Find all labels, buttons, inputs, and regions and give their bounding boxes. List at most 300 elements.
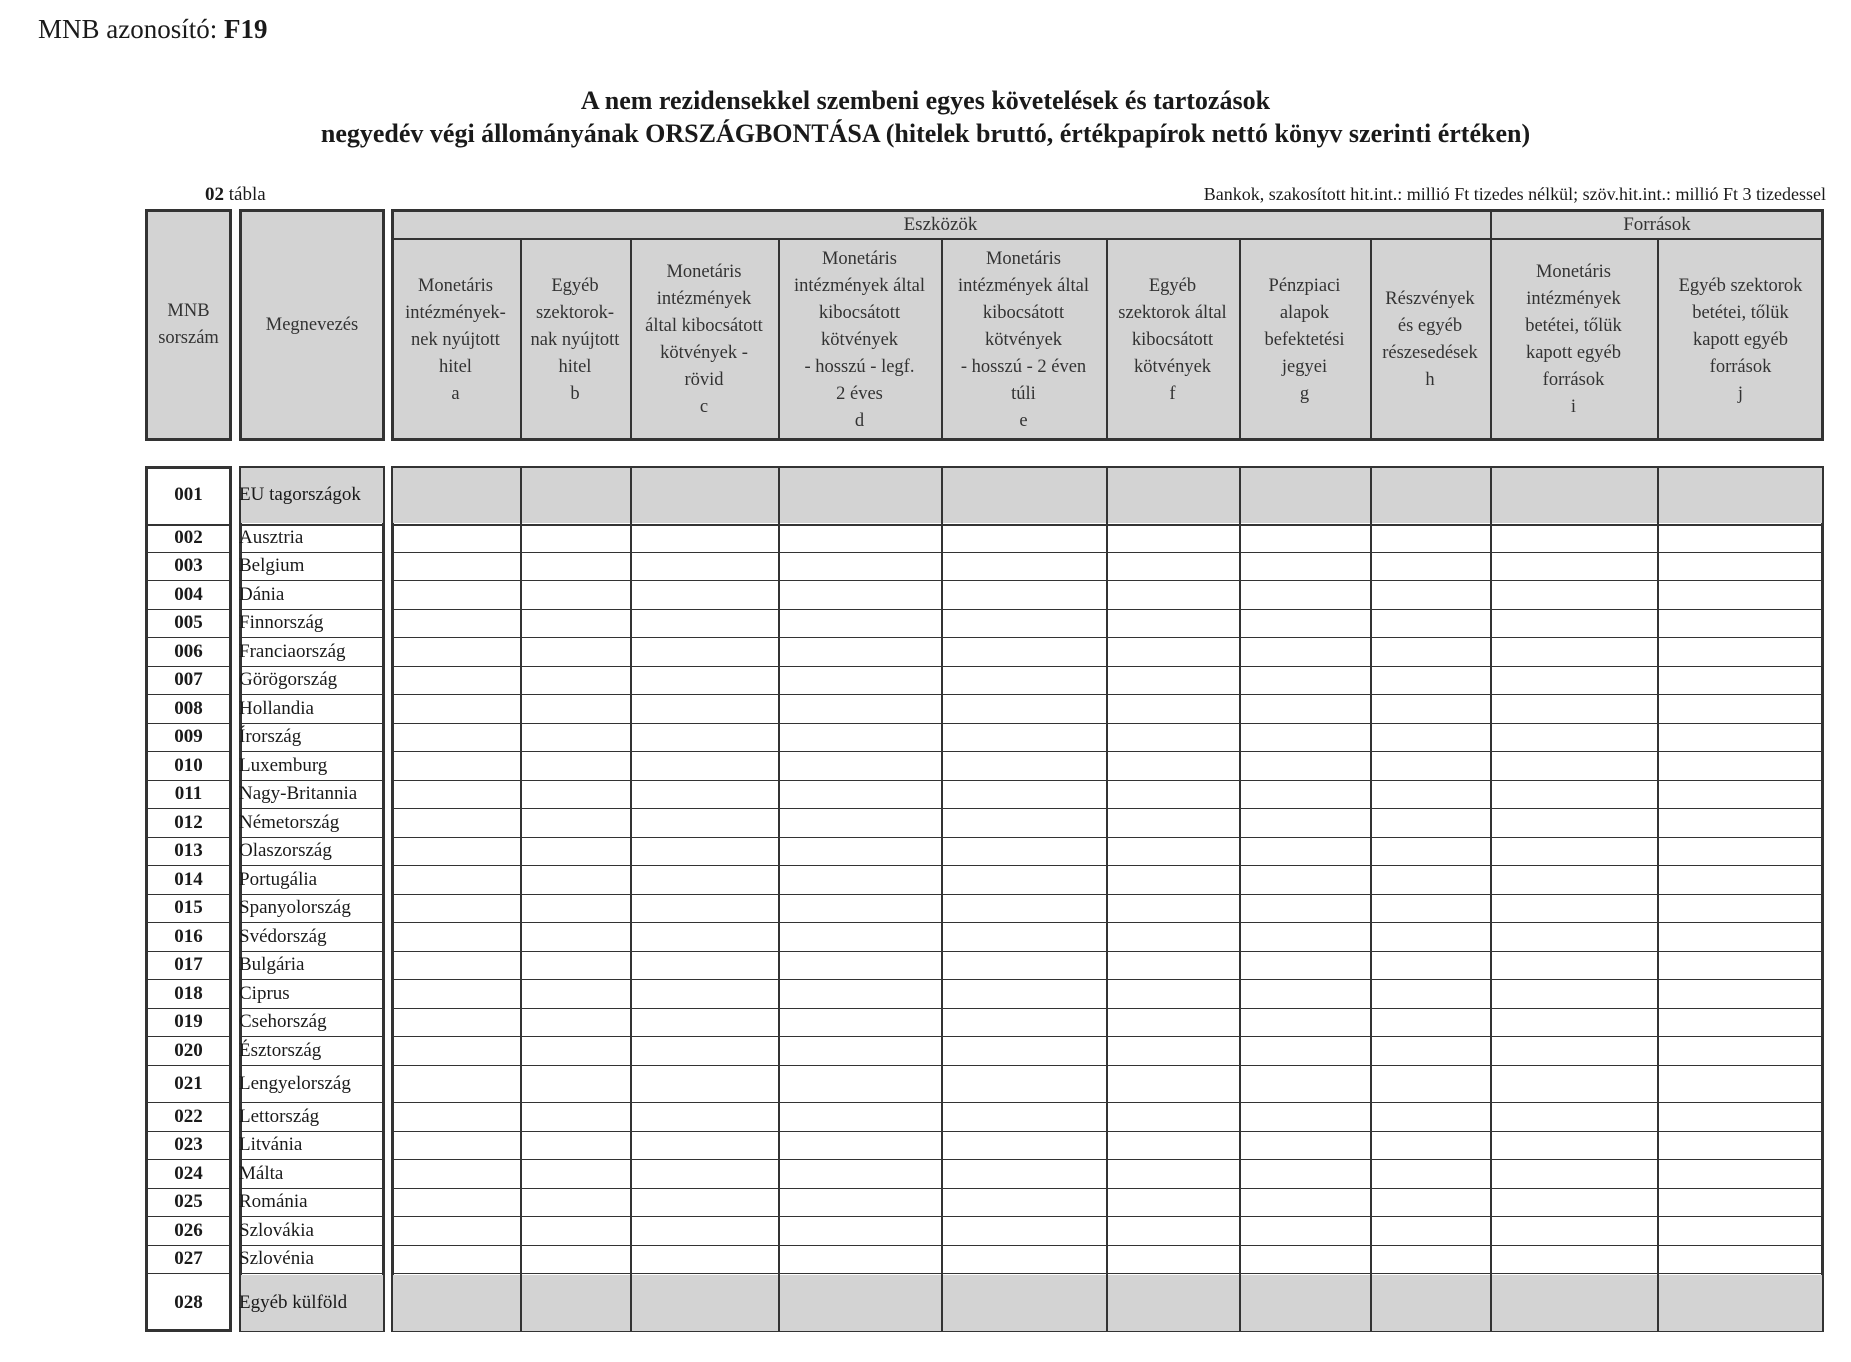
data-cell-e[interactable] bbox=[943, 839, 1104, 863]
data-cell-h[interactable] bbox=[1372, 1104, 1488, 1129]
data-cell-j[interactable] bbox=[1659, 1247, 1822, 1271]
data-cell-b[interactable] bbox=[522, 696, 628, 721]
data-cell-b[interactable] bbox=[522, 611, 628, 635]
data-cell-g[interactable] bbox=[1241, 953, 1368, 977]
data-cell-b[interactable] bbox=[522, 1010, 628, 1034]
data-cell-g[interactable] bbox=[1241, 696, 1368, 721]
data-cell-a[interactable] bbox=[393, 526, 518, 550]
data-cell-i[interactable] bbox=[1492, 526, 1655, 550]
data-cell-f[interactable] bbox=[1108, 1190, 1237, 1214]
data-cell-h[interactable] bbox=[1372, 554, 1488, 578]
data-cell-f[interactable] bbox=[1108, 1247, 1237, 1271]
data-cell-c[interactable] bbox=[632, 668, 776, 692]
data-cell-j[interactable] bbox=[1659, 668, 1822, 692]
data-cell-c[interactable] bbox=[632, 611, 776, 635]
data-cell-c[interactable] bbox=[632, 981, 776, 1006]
data-cell-d[interactable] bbox=[780, 725, 939, 749]
row-name: Portugália bbox=[239, 869, 318, 890]
row-number: 003 bbox=[174, 555, 203, 576]
data-cell-d[interactable] bbox=[780, 526, 939, 550]
data-cell-d[interactable] bbox=[780, 468, 939, 522]
data-cell-j[interactable] bbox=[1659, 1190, 1822, 1214]
data-cell-d[interactable] bbox=[780, 1133, 939, 1157]
data-cell-i[interactable] bbox=[1492, 639, 1655, 664]
data-cell-c[interactable] bbox=[632, 924, 776, 949]
data-cell-h[interactable] bbox=[1372, 839, 1488, 863]
data-cell-j[interactable] bbox=[1659, 1104, 1822, 1129]
data-cell-a[interactable] bbox=[393, 611, 518, 635]
data-cell-c[interactable] bbox=[632, 725, 776, 749]
data-cell-e[interactable] bbox=[943, 1218, 1104, 1243]
data-cell-e[interactable] bbox=[943, 696, 1104, 721]
data-cell-e[interactable] bbox=[943, 468, 1104, 522]
data-cell-g[interactable] bbox=[1241, 981, 1368, 1006]
column-header-line: források bbox=[1709, 356, 1772, 377]
data-cell-c[interactable] bbox=[632, 1038, 776, 1063]
data-cell-b[interactable] bbox=[522, 1190, 628, 1214]
data-cell-f[interactable] bbox=[1108, 839, 1237, 863]
data-cell-j[interactable] bbox=[1659, 639, 1822, 664]
data-cell-f[interactable] bbox=[1108, 1275, 1237, 1330]
data-cell-b[interactable] bbox=[522, 639, 628, 664]
data-cell-h[interactable] bbox=[1372, 468, 1488, 522]
data-cell-h[interactable] bbox=[1372, 1067, 1488, 1100]
data-cell-f[interactable] bbox=[1108, 896, 1237, 920]
data-cell-i[interactable] bbox=[1492, 696, 1655, 721]
row-number: 019 bbox=[174, 1011, 203, 1032]
data-cell-a[interactable] bbox=[393, 668, 518, 692]
data-cell-g[interactable] bbox=[1241, 611, 1368, 635]
data-cell-a[interactable] bbox=[393, 1218, 518, 1243]
data-cell-h[interactable] bbox=[1372, 867, 1488, 892]
data-cell-h[interactable] bbox=[1372, 725, 1488, 749]
data-cell-f[interactable] bbox=[1108, 611, 1237, 635]
data-cell-a[interactable] bbox=[393, 1010, 518, 1034]
data-cell-d[interactable] bbox=[780, 867, 939, 892]
data-cell-j[interactable] bbox=[1659, 1161, 1822, 1186]
data-cell-b[interactable] bbox=[522, 1133, 628, 1157]
data-cell-e[interactable] bbox=[943, 668, 1104, 692]
column-header-a bbox=[391, 240, 520, 440]
data-cell-g[interactable] bbox=[1241, 1133, 1368, 1157]
data-cell-g[interactable] bbox=[1241, 668, 1368, 692]
data-cell-g[interactable] bbox=[1241, 867, 1368, 892]
data-cell-d[interactable] bbox=[780, 1190, 939, 1214]
data-cell-d[interactable] bbox=[780, 753, 939, 778]
data-cell-i[interactable] bbox=[1492, 611, 1655, 635]
data-cell-b[interactable] bbox=[522, 1038, 628, 1063]
data-cell-a[interactable] bbox=[393, 725, 518, 749]
data-cell-c[interactable] bbox=[632, 867, 776, 892]
data-cell-d[interactable] bbox=[780, 924, 939, 949]
column-header-divider bbox=[1657, 238, 1659, 441]
data-cell-h[interactable] bbox=[1372, 953, 1488, 977]
data-cell-d[interactable] bbox=[780, 582, 939, 607]
data-cell-c[interactable] bbox=[632, 554, 776, 578]
column-header-line: kibocsátott bbox=[818, 302, 901, 323]
data-cell-a[interactable] bbox=[393, 1275, 518, 1330]
data-cell-a[interactable] bbox=[393, 1104, 518, 1129]
data-cell-b[interactable] bbox=[522, 1161, 628, 1186]
data-cell-e[interactable] bbox=[943, 639, 1104, 664]
data-cell-f[interactable] bbox=[1108, 1067, 1237, 1100]
data-cell-e[interactable] bbox=[943, 1161, 1104, 1186]
data-cell-d[interactable] bbox=[780, 668, 939, 692]
data-cell-c[interactable] bbox=[632, 1247, 776, 1271]
data-cell-e[interactable] bbox=[943, 1104, 1104, 1129]
column-header-line: Egyéb szektorok bbox=[1678, 275, 1803, 296]
data-cell-e[interactable] bbox=[943, 526, 1104, 550]
data-cell-b[interactable] bbox=[522, 582, 628, 607]
data-cell-c[interactable] bbox=[632, 639, 776, 664]
data-cell-h[interactable] bbox=[1372, 1275, 1488, 1330]
data-cell-g[interactable] bbox=[1241, 1010, 1368, 1034]
row-name: Lettország bbox=[239, 1106, 320, 1127]
data-cell-d[interactable] bbox=[780, 810, 939, 835]
data-cell-j[interactable] bbox=[1659, 810, 1822, 835]
data-cell-c[interactable] bbox=[632, 782, 776, 806]
data-cell-a[interactable] bbox=[393, 753, 518, 778]
data-cell-e[interactable] bbox=[943, 953, 1104, 977]
data-cell-f[interactable] bbox=[1108, 725, 1237, 749]
data-cell-g[interactable] bbox=[1241, 1104, 1368, 1129]
data-cell-h[interactable] bbox=[1372, 1010, 1488, 1034]
data-cell-f[interactable] bbox=[1108, 810, 1237, 835]
data-cell-a[interactable] bbox=[393, 782, 518, 806]
data-cell-h[interactable] bbox=[1372, 1133, 1488, 1157]
data-cell-e[interactable] bbox=[943, 1038, 1104, 1063]
data-cell-d[interactable] bbox=[780, 1275, 939, 1330]
data-cell-f[interactable] bbox=[1108, 1038, 1237, 1063]
data-cell-f[interactable] bbox=[1108, 1133, 1237, 1157]
data-cell-f[interactable] bbox=[1108, 526, 1237, 550]
data-cell-e[interactable] bbox=[943, 810, 1104, 835]
data-cell-a[interactable] bbox=[393, 1133, 518, 1157]
data-cell-c[interactable] bbox=[632, 1104, 776, 1129]
data-cell-g[interactable] bbox=[1241, 810, 1368, 835]
data-cell-a[interactable] bbox=[393, 1247, 518, 1271]
data-cell-a[interactable] bbox=[393, 1038, 518, 1063]
data-cell-j[interactable] bbox=[1659, 554, 1822, 578]
data-cell-h[interactable] bbox=[1372, 611, 1488, 635]
data-cell-a[interactable] bbox=[393, 639, 518, 664]
data-cell-e[interactable] bbox=[943, 981, 1104, 1006]
row-name: Svédország bbox=[239, 926, 327, 947]
data-cell-b[interactable] bbox=[522, 782, 628, 806]
data-cell-j[interactable] bbox=[1659, 611, 1822, 635]
data-cell-i[interactable] bbox=[1492, 1038, 1655, 1063]
data-cell-j[interactable] bbox=[1659, 1218, 1822, 1243]
data-cell-b[interactable] bbox=[522, 924, 628, 949]
data-cell-g[interactable] bbox=[1241, 1247, 1368, 1271]
data-cell-i[interactable] bbox=[1492, 782, 1655, 806]
data-cell-f[interactable] bbox=[1108, 554, 1237, 578]
data-cell-d[interactable] bbox=[780, 839, 939, 863]
data-cell-e[interactable] bbox=[943, 1133, 1104, 1157]
data-cell-f[interactable] bbox=[1108, 981, 1237, 1006]
data-cell-f[interactable] bbox=[1108, 639, 1237, 664]
data-cell-c[interactable] bbox=[632, 696, 776, 721]
data-cell-a[interactable] bbox=[393, 1190, 518, 1214]
data-cell-c[interactable] bbox=[632, 1218, 776, 1243]
data-cell-j[interactable] bbox=[1659, 867, 1822, 892]
data-cell-h[interactable] bbox=[1372, 1218, 1488, 1243]
data-cell-d[interactable] bbox=[780, 1247, 939, 1271]
column-header-divider bbox=[1106, 238, 1108, 441]
data-cell-a[interactable] bbox=[393, 554, 518, 578]
data-cell-e[interactable] bbox=[943, 725, 1104, 749]
data-cell-j[interactable] bbox=[1659, 1010, 1822, 1034]
data-cell-a[interactable] bbox=[393, 924, 518, 949]
data-cell-i[interactable] bbox=[1492, 1161, 1655, 1186]
data-cell-f[interactable] bbox=[1108, 953, 1237, 977]
data-cell-j[interactable] bbox=[1659, 725, 1822, 749]
data-cell-i[interactable] bbox=[1492, 1067, 1655, 1100]
data-cell-h[interactable] bbox=[1372, 526, 1488, 550]
data-cell-i[interactable] bbox=[1492, 896, 1655, 920]
data-cell-f[interactable] bbox=[1108, 867, 1237, 892]
data-cell-d[interactable] bbox=[780, 639, 939, 664]
data-cell-a[interactable] bbox=[393, 810, 518, 835]
header-mnb-line-1: MNB bbox=[167, 301, 210, 321]
data-cell-b[interactable] bbox=[522, 725, 628, 749]
data-cell-a[interactable] bbox=[393, 953, 518, 977]
data-cell-g[interactable] bbox=[1241, 582, 1368, 607]
data-cell-e[interactable] bbox=[943, 1275, 1104, 1330]
data-cell-b[interactable] bbox=[522, 1104, 628, 1129]
data-cell-b[interactable] bbox=[522, 468, 628, 522]
data-cell-b[interactable] bbox=[522, 1275, 628, 1330]
data-cell-j[interactable] bbox=[1659, 526, 1822, 550]
data-cell-j[interactable] bbox=[1659, 753, 1822, 778]
data-cell-c[interactable] bbox=[632, 582, 776, 607]
data-cell-a[interactable] bbox=[393, 981, 518, 1006]
data-cell-e[interactable] bbox=[943, 1247, 1104, 1271]
data-cell-c[interactable] bbox=[632, 1275, 776, 1330]
data-cell-i[interactable] bbox=[1492, 468, 1655, 522]
data-cell-g[interactable] bbox=[1241, 753, 1368, 778]
data-cell-e[interactable] bbox=[943, 1190, 1104, 1214]
data-cell-b[interactable] bbox=[522, 668, 628, 692]
data-cell-e[interactable] bbox=[943, 924, 1104, 949]
data-cell-g[interactable] bbox=[1241, 554, 1368, 578]
data-cell-h[interactable] bbox=[1372, 696, 1488, 721]
data-cell-c[interactable] bbox=[632, 1010, 776, 1034]
data-cell-f[interactable] bbox=[1108, 1104, 1237, 1129]
data-cell-i[interactable] bbox=[1492, 668, 1655, 692]
data-cell-i[interactable] bbox=[1492, 554, 1655, 578]
data-cell-g[interactable] bbox=[1241, 1161, 1368, 1186]
data-cell-h[interactable] bbox=[1372, 1038, 1488, 1063]
data-cell-h[interactable] bbox=[1372, 639, 1488, 664]
data-cell-d[interactable] bbox=[780, 1161, 939, 1186]
data-cell-e[interactable] bbox=[943, 867, 1104, 892]
row-name: Szlovákia bbox=[239, 1220, 314, 1241]
data-cell-g[interactable] bbox=[1241, 1038, 1368, 1063]
data-cell-b[interactable] bbox=[522, 526, 628, 550]
data-cell-f[interactable] bbox=[1108, 1218, 1237, 1243]
data-cell-g[interactable] bbox=[1241, 896, 1368, 920]
data-cell-h[interactable] bbox=[1372, 1247, 1488, 1271]
data-cell-j[interactable] bbox=[1659, 1038, 1822, 1063]
data-cell-c[interactable] bbox=[632, 1161, 776, 1186]
data-cell-f[interactable] bbox=[1108, 782, 1237, 806]
data-cell-f[interactable] bbox=[1108, 668, 1237, 692]
data-cell-f[interactable] bbox=[1108, 696, 1237, 721]
data-cell-f[interactable] bbox=[1108, 468, 1237, 522]
data-cell-i[interactable] bbox=[1492, 953, 1655, 977]
data-cell-j[interactable] bbox=[1659, 839, 1822, 863]
data-cell-g[interactable] bbox=[1241, 468, 1368, 522]
data-cell-f[interactable] bbox=[1108, 1161, 1237, 1186]
data-cell-e[interactable] bbox=[943, 782, 1104, 806]
data-cell-g[interactable] bbox=[1241, 1067, 1368, 1100]
data-cell-b[interactable] bbox=[522, 867, 628, 892]
column-header-line: kötvények bbox=[984, 329, 1063, 350]
row-number: 026 bbox=[174, 1220, 203, 1241]
data-cell-e[interactable] bbox=[943, 753, 1104, 778]
data-cell-d[interactable] bbox=[780, 1218, 939, 1243]
data-cell-h[interactable] bbox=[1372, 668, 1488, 692]
data-cell-h[interactable] bbox=[1372, 896, 1488, 920]
data-cell-c[interactable] bbox=[632, 526, 776, 550]
data-cell-b[interactable] bbox=[522, 810, 628, 835]
data-cell-j[interactable] bbox=[1659, 896, 1822, 920]
data-cell-d[interactable] bbox=[780, 1010, 939, 1034]
column-header-divider bbox=[1490, 238, 1492, 441]
data-cell-g[interactable] bbox=[1241, 839, 1368, 863]
data-cell-a[interactable] bbox=[393, 1161, 518, 1186]
data-cell-c[interactable] bbox=[632, 468, 776, 522]
column-header-line: e bbox=[1019, 410, 1028, 431]
data-cell-h[interactable] bbox=[1372, 782, 1488, 806]
data-cell-d[interactable] bbox=[780, 696, 939, 721]
data-cell-a[interactable] bbox=[393, 468, 518, 522]
data-cell-i[interactable] bbox=[1492, 1218, 1655, 1243]
data-cell-g[interactable] bbox=[1241, 725, 1368, 749]
data-cell-g[interactable] bbox=[1241, 526, 1368, 550]
data-cell-h[interactable] bbox=[1372, 924, 1488, 949]
data-cell-a[interactable] bbox=[393, 1067, 518, 1100]
data-cell-d[interactable] bbox=[780, 554, 939, 578]
data-cell-g[interactable] bbox=[1241, 1275, 1368, 1330]
data-cell-h[interactable] bbox=[1372, 753, 1488, 778]
data-cell-f[interactable] bbox=[1108, 582, 1237, 607]
data-cell-i[interactable] bbox=[1492, 1190, 1655, 1214]
column-header-divider bbox=[778, 238, 780, 441]
data-cell-j[interactable] bbox=[1659, 924, 1822, 949]
data-cell-h[interactable] bbox=[1372, 582, 1488, 607]
data-cell-g[interactable] bbox=[1241, 1218, 1368, 1243]
data-cell-j[interactable] bbox=[1659, 782, 1822, 806]
data-cell-e[interactable] bbox=[943, 554, 1104, 578]
data-cell-i[interactable] bbox=[1492, 582, 1655, 607]
data-cell-b[interactable] bbox=[522, 1067, 628, 1100]
data-cell-i[interactable] bbox=[1492, 1275, 1655, 1330]
data-cell-e[interactable] bbox=[943, 582, 1104, 607]
data-cell-d[interactable] bbox=[780, 782, 939, 806]
data-cell-i[interactable] bbox=[1492, 1133, 1655, 1157]
data-cell-c[interactable] bbox=[632, 896, 776, 920]
data-cell-d[interactable] bbox=[780, 1038, 939, 1063]
data-cell-h[interactable] bbox=[1372, 810, 1488, 835]
data-cell-i[interactable] bbox=[1492, 1010, 1655, 1034]
data-cell-d[interactable] bbox=[780, 1104, 939, 1129]
data-cell-d[interactable] bbox=[780, 981, 939, 1006]
data-cell-f[interactable] bbox=[1108, 924, 1237, 949]
data-cell-j[interactable] bbox=[1659, 1133, 1822, 1157]
data-cell-h[interactable] bbox=[1372, 1190, 1488, 1214]
data-cell-a[interactable] bbox=[393, 582, 518, 607]
data-cell-i[interactable] bbox=[1492, 1104, 1655, 1129]
data-cell-c[interactable] bbox=[632, 1067, 776, 1100]
data-cell-i[interactable] bbox=[1492, 839, 1655, 863]
data-cell-g[interactable] bbox=[1241, 1190, 1368, 1214]
data-cell-d[interactable] bbox=[780, 896, 939, 920]
data-cell-e[interactable] bbox=[943, 1010, 1104, 1034]
data-cell-c[interactable] bbox=[632, 810, 776, 835]
data-cell-c[interactable] bbox=[632, 1190, 776, 1214]
data-cell-f[interactable] bbox=[1108, 753, 1237, 778]
data-cell-i[interactable] bbox=[1492, 867, 1655, 892]
data-cell-a[interactable] bbox=[393, 839, 518, 863]
data-cell-i[interactable] bbox=[1492, 981, 1655, 1006]
data-cell-h[interactable] bbox=[1372, 1161, 1488, 1186]
data-cell-a[interactable] bbox=[393, 696, 518, 721]
data-cell-j[interactable] bbox=[1659, 1067, 1822, 1100]
data-cell-j[interactable] bbox=[1659, 981, 1822, 1006]
data-cell-e[interactable] bbox=[943, 611, 1104, 635]
data-cell-b[interactable] bbox=[522, 1247, 628, 1271]
data-cell-i[interactable] bbox=[1492, 810, 1655, 835]
data-cell-h[interactable] bbox=[1372, 981, 1488, 1006]
data-cell-i[interactable] bbox=[1492, 753, 1655, 778]
data-cell-i[interactable] bbox=[1492, 924, 1655, 949]
data-cell-b[interactable] bbox=[522, 953, 628, 977]
data-cell-d[interactable] bbox=[780, 953, 939, 977]
data-cell-j[interactable] bbox=[1659, 696, 1822, 721]
data-cell-j[interactable] bbox=[1659, 1275, 1822, 1330]
data-cell-e[interactable] bbox=[943, 1067, 1104, 1100]
data-cell-c[interactable] bbox=[632, 753, 776, 778]
row-name: Bulgária bbox=[239, 954, 305, 975]
data-cell-d[interactable] bbox=[780, 611, 939, 635]
data-cell-b[interactable] bbox=[522, 896, 628, 920]
data-cell-a[interactable] bbox=[393, 896, 518, 920]
data-cell-b[interactable] bbox=[522, 981, 628, 1006]
data-cell-e[interactable] bbox=[943, 896, 1104, 920]
data-cell-c[interactable] bbox=[632, 839, 776, 863]
data-cell-c[interactable] bbox=[632, 953, 776, 977]
data-cell-b[interactable] bbox=[522, 554, 628, 578]
data-cell-g[interactable] bbox=[1241, 782, 1368, 806]
data-cell-b[interactable] bbox=[522, 753, 628, 778]
data-cell-b[interactable] bbox=[522, 839, 628, 863]
data-cell-f[interactable] bbox=[1108, 1010, 1237, 1034]
data-cell-g[interactable] bbox=[1241, 924, 1368, 949]
data-cell-i[interactable] bbox=[1492, 1247, 1655, 1271]
data-cell-b[interactable] bbox=[522, 1218, 628, 1243]
data-cell-j[interactable] bbox=[1659, 468, 1822, 522]
data-cell-a[interactable] bbox=[393, 867, 518, 892]
data-cell-d[interactable] bbox=[780, 1067, 939, 1100]
data-cell-i[interactable] bbox=[1492, 725, 1655, 749]
data-cell-c[interactable] bbox=[632, 1133, 776, 1157]
data-cell-j[interactable] bbox=[1659, 953, 1822, 977]
column-header-line: által kibocsátott bbox=[645, 316, 763, 336]
data-cell-j[interactable] bbox=[1659, 582, 1822, 607]
data-cell-g[interactable] bbox=[1241, 639, 1368, 664]
